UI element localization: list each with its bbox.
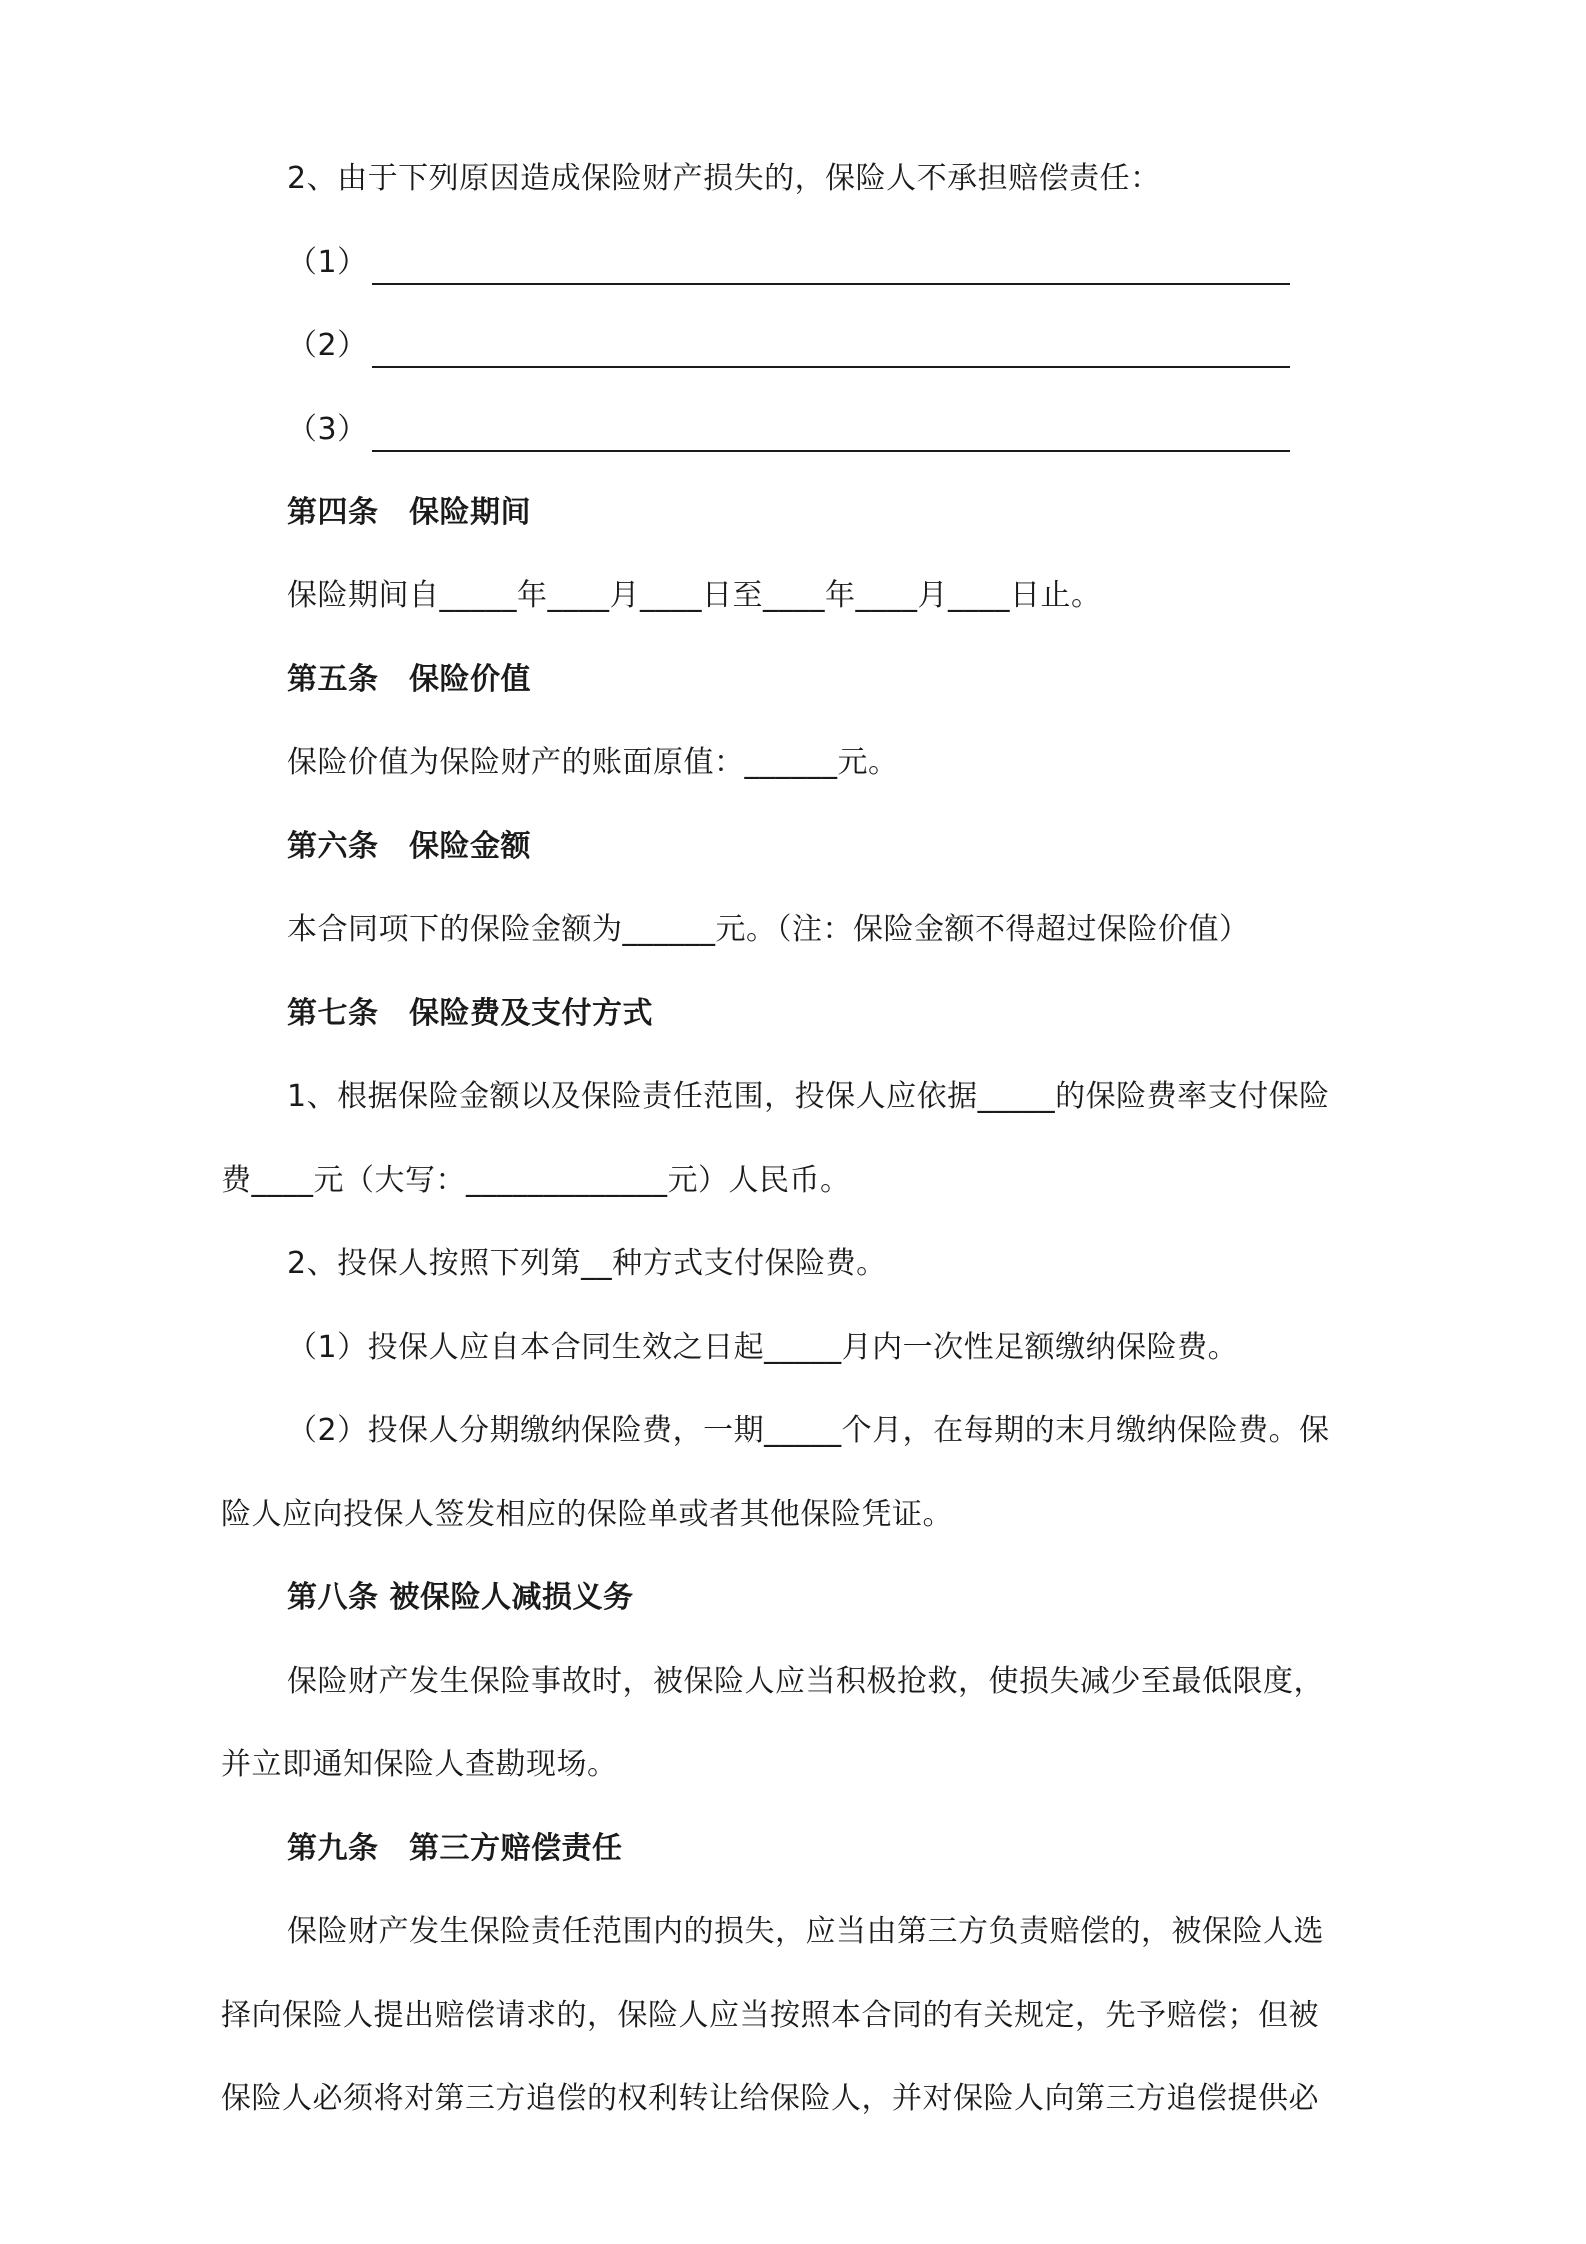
exclusion-item-3-label: （3） [287,412,368,447]
article-5-title: 第五条 保险价值 [287,662,531,697]
article-8-title: 第八条 被保险人减损义务 [287,1580,634,1615]
exclusion-item-2-label: （2） [287,328,368,363]
article-9-body-line-1: 保险财产发生保险责任范围内的损失，应当由第三方负责赔偿的，被保险人选 [287,1914,1324,1949]
article-7-paragraph-1-line-1: 1、根据保险金额以及保险责任范围，投保人应依据_____的保险费率支付保险 [287,1079,1330,1114]
article-4-title: 第四条 保险期间 [287,495,531,530]
article-7-option-2-line-2: 险人应向投保人签发相应的保险单或者其他保险凭证。 [221,1497,953,1532]
exclusion-item-1-blank [372,283,1290,285]
article-5-body: 保险价值为保险财产的账面原值：______元。 [287,745,899,780]
exclusion-intro: 2、由于下列原因造成保险财产损失的，保险人不承担赔偿责任： [287,161,1161,196]
article-6-body: 本合同项下的保险金额为______元。（注：保险金额不得超过保险价值） [287,912,1250,947]
article-6-title: 第六条 保险金额 [287,829,531,864]
exclusion-item-2-blank [372,366,1290,368]
article-8-body-line-1: 保险财产发生保险事故时，被保险人应当积极抢救，使损失减少至最低限度， [287,1664,1324,1699]
exclusion-item-1-label: （1） [287,245,368,280]
article-4-body: 保险期间自_____年____月____日至____年____月____日止。 [287,578,1102,613]
article-7-option-1: （1）投保人应自本合同生效之日起_____月内一次性足额缴纳保险费。 [287,1330,1239,1365]
article-7-option-2-line-1: （2）投保人分期缴纳保险费，一期_____个月，在每期的末月缴纳保险费。保 [287,1413,1330,1448]
article-7-title: 第七条 保险费及支付方式 [287,996,653,1031]
exclusion-item-3-blank [372,450,1290,452]
article-9-body-line-3: 保险人必须将对第三方追偿的权利转让给保险人，并对保险人向第三方追偿提供必 [221,2081,1319,2116]
article-7-paragraph-1-line-2: 费____元（大写：_____________元）人民币。 [221,1163,851,1198]
article-9-body-line-2: 择向保险人提出赔偿请求的，保险人应当按照本合同的有关规定，先予赔偿；但被 [221,1998,1319,2033]
article-8-body-line-2: 并立即通知保险人查勘现场。 [221,1747,618,1782]
article-7-paragraph-2: 2、投保人按照下列第__种方式支付保险费。 [287,1246,887,1281]
article-9-title: 第九条 第三方赔偿责任 [287,1831,623,1866]
